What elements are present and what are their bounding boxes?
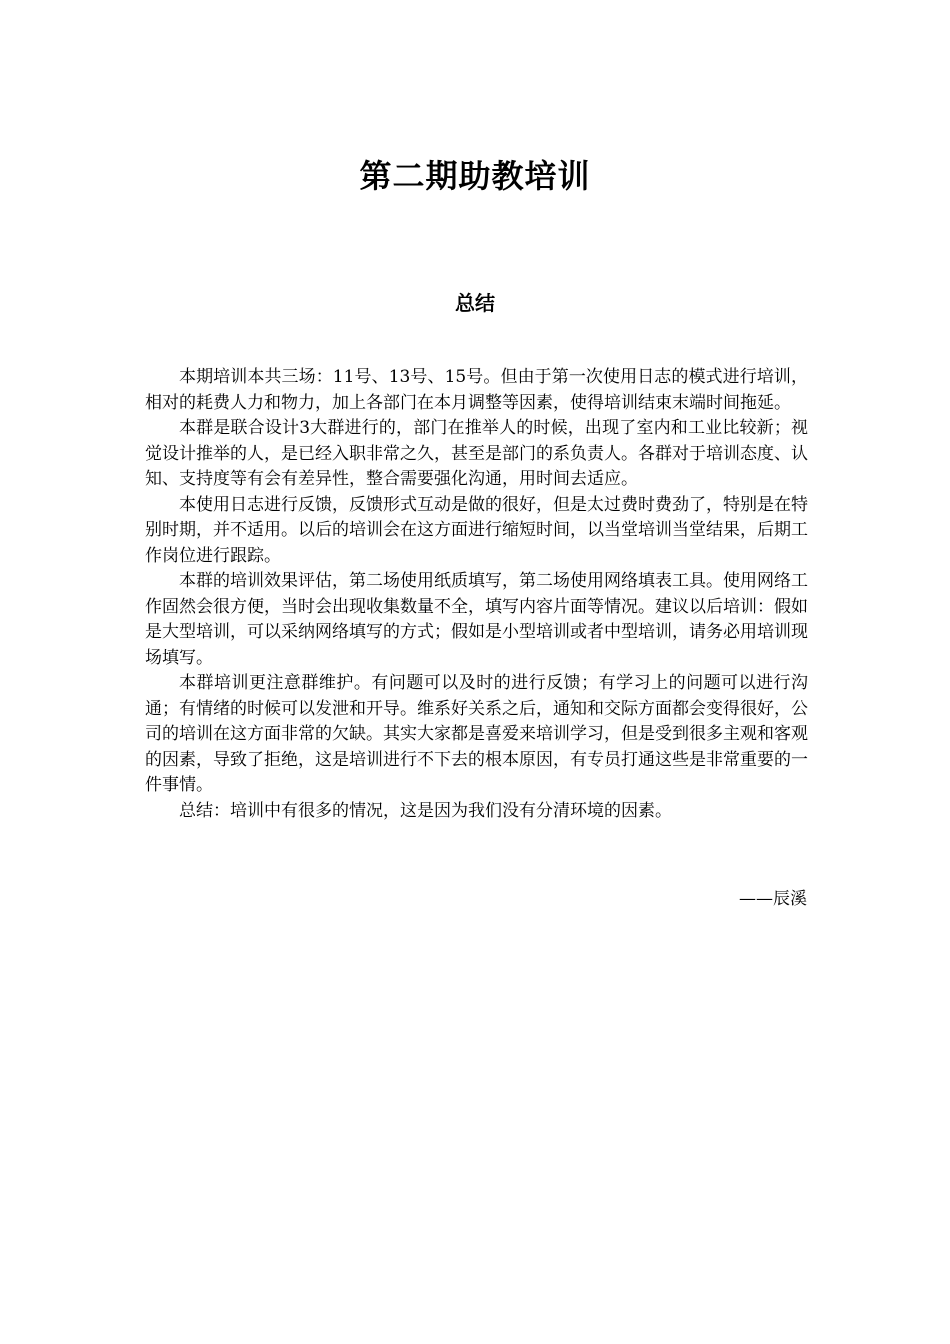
paragraph: 本使用日志进行反馈，反馈形式互动是做的很好，但是太过费时费劲了，特别是在特别时期，并不适用。以后的培训会在这方面进行缩短时间，以当堂培训当堂结果，后期工作岗位进行跟踪。 — [145, 494, 808, 566]
paragraph: 本群的培训效果评估，第二场使用纸质填写，第二场使用网络填表工具。使用网络工作固然会很方便，当时会出现收集数量不全，填写内容片面等情况。建议以后培训：假如是大型培训，可以采纳网络填写的方式；假如是小型培训或者中型培训，请务必用培训现场填写。 — [145, 571, 808, 668]
document-title: 第二期助教培训 — [359, 157, 591, 195]
paragraph: 本群是联合设计3大群进行的，部门在推举人的时候，出现了室内和工业比较新；视觉设计推举的人，是已经入职非常之久，甚至是部门的系负责人。各群对于培训态度、认知、支持度等有会有差异性，整合需要强化沟通，用时间去适应。 — [145, 418, 808, 489]
document-body — [145, 365, 808, 824]
author-signature: ——辰溪 — [739, 889, 807, 909]
paragraph: 本群培训更注意群维护。有问题可以及时的进行反馈；有学习上的问题可以进行沟通；有情绪的时候可以发泄和开导。维系好关系之后，通知和交际方面都会变得很好，公司的培训在这方面非常的欠缺。其实大家都是喜爱来培训学习，但是受到很多主观和客观的因素，导致了拒绝，这是培训进行不下去的根本原因，有专员打通这些是非常重要的一件事情。 — [145, 673, 808, 795]
paragraph: 本期培训本共三场：11号、13号、15号。但由于第一次使用日志的模式进行培训，相对的耗费人力和物力，加上各部门在本月调整等因素，使得培训结束末端时间拖延。 — [145, 367, 808, 413]
paragraph: 总结：培训中有很多的情况，这是因为我们没有分清环境的因素。 — [179, 800, 672, 821]
document-subtitle: 总结 — [455, 291, 495, 315]
